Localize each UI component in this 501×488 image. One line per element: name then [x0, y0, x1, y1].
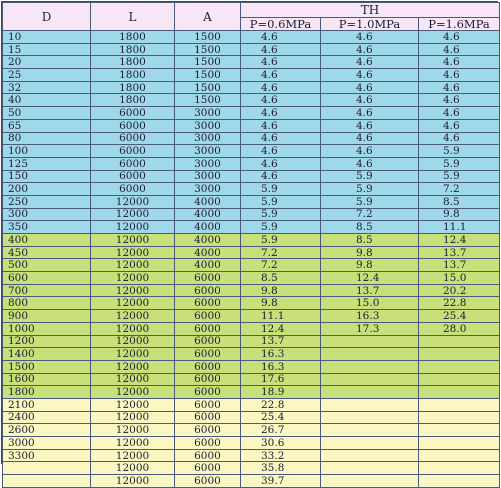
cell-th-16: 5.9 — [419, 145, 500, 158]
table-row — [3, 449, 500, 462]
cell-th-06: 5.9 — [241, 208, 321, 221]
cell-a: 6000 — [175, 284, 241, 297]
cell-th-10: 17.3 — [321, 322, 419, 335]
header-pressure-06: P=0.6MPa — [241, 18, 321, 31]
cell-th-06: 22.8 — [241, 398, 321, 411]
cell-th-16 — [419, 437, 500, 450]
cell-l: 1800 — [91, 69, 175, 82]
cell-th-06: 26.7 — [241, 424, 321, 437]
cell-d: 50 — [3, 107, 91, 120]
cell-a: 4000 — [175, 195, 241, 208]
table-row — [3, 119, 500, 132]
cell-l: 12000 — [91, 310, 175, 323]
cell-th-16: 15.0 — [419, 272, 500, 285]
table-row — [3, 259, 500, 272]
cell-th-06: 16.3 — [241, 360, 321, 373]
cell-th-16: 13.7 — [419, 259, 500, 272]
table-row — [3, 94, 500, 107]
cell-d: 1000 — [3, 322, 91, 335]
cell-l: 12000 — [91, 208, 175, 221]
cell-d: 10 — [3, 31, 91, 44]
cell-th-16: 25.4 — [419, 310, 500, 323]
cell-th-16: 4.6 — [419, 81, 500, 94]
header-l: L — [91, 3, 175, 31]
cell-l: 12000 — [91, 475, 175, 488]
cell-l: 12000 — [91, 360, 175, 373]
cell-th-06: 9.8 — [241, 297, 321, 310]
cell-d: 25 — [3, 69, 91, 82]
cell-th-06: 4.6 — [241, 132, 321, 145]
table-row — [3, 386, 500, 399]
cell-l: 1800 — [91, 94, 175, 107]
cell-th-10: 16.3 — [321, 310, 419, 323]
cell-d: 450 — [3, 246, 91, 259]
cell-th-06: 4.6 — [241, 31, 321, 44]
cell-l: 12000 — [91, 348, 175, 361]
header-a: A — [175, 3, 241, 31]
cell-l: 12000 — [91, 386, 175, 399]
cell-d: 250 — [3, 195, 91, 208]
cell-th-06: 4.6 — [241, 157, 321, 170]
cell-d: 800 — [3, 297, 91, 310]
cell-th-10: 15.0 — [321, 297, 419, 310]
cell-l: 12000 — [91, 373, 175, 386]
cell-th-16: 20.2 — [419, 284, 500, 297]
cell-a: 3000 — [175, 119, 241, 132]
cell-th-06: 39.7 — [241, 475, 321, 488]
cell-l: 6000 — [91, 132, 175, 145]
cell-th-06: 4.6 — [241, 43, 321, 56]
cell-th-10: 4.6 — [321, 31, 419, 44]
cell-a: 4000 — [175, 208, 241, 221]
cell-th-10: 4.6 — [321, 56, 419, 69]
cell-th-10: 4.6 — [321, 69, 419, 82]
cell-th-16: 5.9 — [419, 157, 500, 170]
cell-d: 15 — [3, 43, 91, 56]
table-row — [3, 107, 500, 120]
cell-l: 12000 — [91, 195, 175, 208]
table-row — [3, 411, 500, 424]
cell-th-10: 7.2 — [321, 208, 419, 221]
cell-th-16: 13.7 — [419, 246, 500, 259]
cell-l: 6000 — [91, 170, 175, 183]
cell-a: 4000 — [175, 234, 241, 247]
cell-a: 6000 — [175, 398, 241, 411]
cell-th-10 — [321, 424, 419, 437]
cell-th-06: 7.2 — [241, 246, 321, 259]
cell-th-06: 7.2 — [241, 259, 321, 272]
cell-l: 12000 — [91, 284, 175, 297]
cell-a: 6000 — [175, 335, 241, 348]
cell-th-10 — [321, 398, 419, 411]
cell-th-16: 7.2 — [419, 183, 500, 196]
cell-th-16: 4.6 — [419, 107, 500, 120]
cell-d: 150 — [3, 170, 91, 183]
table-row — [3, 284, 500, 297]
cell-d: 2400 — [3, 411, 91, 424]
cell-th-06: 18.9 — [241, 386, 321, 399]
cell-a: 6000 — [175, 297, 241, 310]
cell-d: 20 — [3, 56, 91, 69]
cell-th-16: 4.6 — [419, 31, 500, 44]
cell-a: 6000 — [175, 322, 241, 335]
cell-a: 3000 — [175, 183, 241, 196]
cell-th-06: 33.2 — [241, 449, 321, 462]
cell-l: 12000 — [91, 322, 175, 335]
cell-th-16 — [419, 360, 500, 373]
table-row — [3, 475, 500, 488]
cell-l: 12000 — [91, 462, 175, 475]
header-th: TH — [241, 3, 500, 18]
cell-d: 1800 — [3, 386, 91, 399]
cell-d: 1600 — [3, 373, 91, 386]
cell-th-16: 4.6 — [419, 43, 500, 56]
cell-th-06: 35.8 — [241, 462, 321, 475]
table-row — [3, 221, 500, 234]
header-pressure-10: P=1.0MPa — [321, 18, 419, 31]
table-row — [3, 183, 500, 196]
cell-th-10 — [321, 386, 419, 399]
cell-l: 6000 — [91, 145, 175, 158]
cell-th-10: 5.9 — [321, 170, 419, 183]
cell-d: 2100 — [3, 398, 91, 411]
table-row — [3, 208, 500, 221]
spec-table — [2, 2, 500, 488]
cell-th-06: 9.8 — [241, 284, 321, 297]
cell-a: 4000 — [175, 221, 241, 234]
cell-d — [3, 462, 91, 475]
cell-th-06: 30.6 — [241, 437, 321, 450]
cell-a: 6000 — [175, 424, 241, 437]
cell-d: 2600 — [3, 424, 91, 437]
table-header — [3, 3, 500, 31]
cell-th-16 — [419, 398, 500, 411]
cell-th-06: 5.9 — [241, 183, 321, 196]
cell-d: 1400 — [3, 348, 91, 361]
cell-a: 1500 — [175, 56, 241, 69]
table-row — [3, 335, 500, 348]
table-row — [3, 56, 500, 69]
cell-th-10: 9.8 — [321, 246, 419, 259]
cell-th-06: 8.5 — [241, 272, 321, 285]
table-row — [3, 297, 500, 310]
cell-d: 600 — [3, 272, 91, 285]
cell-th-10: 8.5 — [321, 221, 419, 234]
cell-th-16: 4.6 — [419, 94, 500, 107]
cell-l: 6000 — [91, 183, 175, 196]
cell-l: 6000 — [91, 107, 175, 120]
table-row — [3, 398, 500, 411]
cell-th-06: 12.4 — [241, 322, 321, 335]
cell-d: 32 — [3, 81, 91, 94]
cell-th-06: 4.6 — [241, 119, 321, 132]
cell-th-16: 4.6 — [419, 56, 500, 69]
cell-th-06: 11.1 — [241, 310, 321, 323]
cell-a: 1500 — [175, 31, 241, 44]
cell-th-10: 4.6 — [321, 43, 419, 56]
cell-d: 3300 — [3, 449, 91, 462]
cell-th-10 — [321, 348, 419, 361]
cell-a: 6000 — [175, 386, 241, 399]
cell-a: 1500 — [175, 69, 241, 82]
cell-a: 4000 — [175, 246, 241, 259]
cell-d: 300 — [3, 208, 91, 221]
cell-d: 1500 — [3, 360, 91, 373]
cell-d: 500 — [3, 259, 91, 272]
table-row — [3, 246, 500, 259]
cell-th-16: 4.6 — [419, 69, 500, 82]
cell-th-06: 17.6 — [241, 373, 321, 386]
cell-th-16: 11.1 — [419, 221, 500, 234]
cell-d: 3000 — [3, 437, 91, 450]
cell-d — [3, 475, 91, 488]
cell-th-10: 9.8 — [321, 259, 419, 272]
table-row — [3, 31, 500, 44]
cell-d: 80 — [3, 132, 91, 145]
cell-th-10 — [321, 437, 419, 450]
cell-a: 6000 — [175, 475, 241, 488]
cell-l: 6000 — [91, 119, 175, 132]
cell-a: 1500 — [175, 43, 241, 56]
cell-l: 12000 — [91, 424, 175, 437]
cell-th-16: 28.0 — [419, 322, 500, 335]
cell-a: 6000 — [175, 272, 241, 285]
cell-th-06: 4.6 — [241, 107, 321, 120]
header-pressure-16: P=1.6MPa — [419, 18, 500, 31]
cell-a: 6000 — [175, 411, 241, 424]
cell-l: 12000 — [91, 437, 175, 450]
cell-d: 200 — [3, 183, 91, 196]
cell-th-06: 4.6 — [241, 69, 321, 82]
cell-th-10: 4.6 — [321, 132, 419, 145]
cell-th-10: 12.4 — [321, 272, 419, 285]
cell-th-06: 5.9 — [241, 234, 321, 247]
cell-th-06: 25.4 — [241, 411, 321, 424]
cell-th-10: 5.9 — [321, 183, 419, 196]
cell-l: 1800 — [91, 31, 175, 44]
table-row — [3, 170, 500, 183]
cell-a: 3000 — [175, 157, 241, 170]
table-body — [3, 31, 500, 488]
cell-d: 100 — [3, 145, 91, 158]
cell-a: 6000 — [175, 348, 241, 361]
cell-d: 400 — [3, 234, 91, 247]
table-row — [3, 157, 500, 170]
cell-th-10 — [321, 360, 419, 373]
cell-th-06: 5.9 — [241, 221, 321, 234]
cell-th-16 — [419, 386, 500, 399]
table-row — [3, 234, 500, 247]
cell-th-10 — [321, 411, 419, 424]
cell-l: 12000 — [91, 449, 175, 462]
cell-th-10 — [321, 373, 419, 386]
cell-th-10: 4.6 — [321, 119, 419, 132]
table-row — [3, 310, 500, 323]
cell-l: 12000 — [91, 234, 175, 247]
cell-a: 3000 — [175, 170, 241, 183]
cell-d: 125 — [3, 157, 91, 170]
cell-th-16: 12.4 — [419, 234, 500, 247]
cell-th-10: 4.6 — [321, 81, 419, 94]
cell-th-16 — [419, 348, 500, 361]
cell-th-06: 13.7 — [241, 335, 321, 348]
cell-l: 12000 — [91, 259, 175, 272]
cell-th-16: 8.5 — [419, 195, 500, 208]
cell-th-10: 4.6 — [321, 145, 419, 158]
cell-d: 350 — [3, 221, 91, 234]
cell-th-10 — [321, 475, 419, 488]
cell-a: 1500 — [175, 81, 241, 94]
table-row — [3, 373, 500, 386]
cell-a: 4000 — [175, 259, 241, 272]
cell-d: 900 — [3, 310, 91, 323]
cell-l: 12000 — [91, 398, 175, 411]
table-row — [3, 424, 500, 437]
table-row — [3, 322, 500, 335]
cell-l: 12000 — [91, 411, 175, 424]
cell-a: 3000 — [175, 145, 241, 158]
cell-th-16 — [419, 462, 500, 475]
cell-a: 6000 — [175, 373, 241, 386]
cell-th-16 — [419, 335, 500, 348]
table-row — [3, 69, 500, 82]
cell-d: 40 — [3, 94, 91, 107]
cell-a: 6000 — [175, 449, 241, 462]
cell-l: 12000 — [91, 272, 175, 285]
cell-th-16 — [419, 424, 500, 437]
cell-th-10: 13.7 — [321, 284, 419, 297]
cell-a: 6000 — [175, 462, 241, 475]
cell-th-06: 4.6 — [241, 56, 321, 69]
cell-l: 12000 — [91, 297, 175, 310]
cell-th-16 — [419, 449, 500, 462]
cell-d: 700 — [3, 284, 91, 297]
table-row — [3, 195, 500, 208]
cell-th-10: 4.6 — [321, 157, 419, 170]
cell-th-10 — [321, 462, 419, 475]
cell-l: 12000 — [91, 335, 175, 348]
cell-l: 12000 — [91, 221, 175, 234]
cell-a: 3000 — [175, 132, 241, 145]
cell-l: 12000 — [91, 246, 175, 259]
table-row — [3, 43, 500, 56]
cell-th-16: 4.6 — [419, 132, 500, 145]
cell-l: 6000 — [91, 157, 175, 170]
cell-th-16: 9.8 — [419, 208, 500, 221]
cell-th-16: 4.6 — [419, 119, 500, 132]
cell-th-10: 5.9 — [321, 195, 419, 208]
cell-th-06: 4.6 — [241, 81, 321, 94]
cell-th-06: 4.6 — [241, 94, 321, 107]
cell-d: 65 — [3, 119, 91, 132]
table-row — [3, 360, 500, 373]
cell-a: 1500 — [175, 94, 241, 107]
cell-th-16 — [419, 373, 500, 386]
cell-th-06: 4.6 — [241, 170, 321, 183]
cell-a: 6000 — [175, 360, 241, 373]
table-row — [3, 462, 500, 475]
table-row — [3, 272, 500, 285]
cell-th-10: 8.5 — [321, 234, 419, 247]
spec-table-frame — [1, 1, 498, 487]
cell-a: 3000 — [175, 107, 241, 120]
cell-l: 1800 — [91, 56, 175, 69]
cell-l: 1800 — [91, 81, 175, 94]
cell-th-16: 5.9 — [419, 170, 500, 183]
header-d: D — [3, 3, 91, 31]
cell-th-16 — [419, 475, 500, 488]
cell-th-10 — [321, 335, 419, 348]
table-row — [3, 437, 500, 450]
table-row — [3, 132, 500, 145]
cell-th-10 — [321, 449, 419, 462]
cell-a: 6000 — [175, 437, 241, 450]
cell-th-10: 4.6 — [321, 94, 419, 107]
cell-th-16 — [419, 411, 500, 424]
table-row — [3, 348, 500, 361]
cell-d: 1200 — [3, 335, 91, 348]
table-row — [3, 145, 500, 158]
cell-th-16: 22.8 — [419, 297, 500, 310]
cell-th-10: 4.6 — [321, 107, 419, 120]
cell-l: 1800 — [91, 43, 175, 56]
cell-a: 6000 — [175, 310, 241, 323]
cell-th-06: 5.9 — [241, 195, 321, 208]
table-row — [3, 81, 500, 94]
cell-th-06: 4.6 — [241, 145, 321, 158]
cell-th-06: 16.3 — [241, 348, 321, 361]
